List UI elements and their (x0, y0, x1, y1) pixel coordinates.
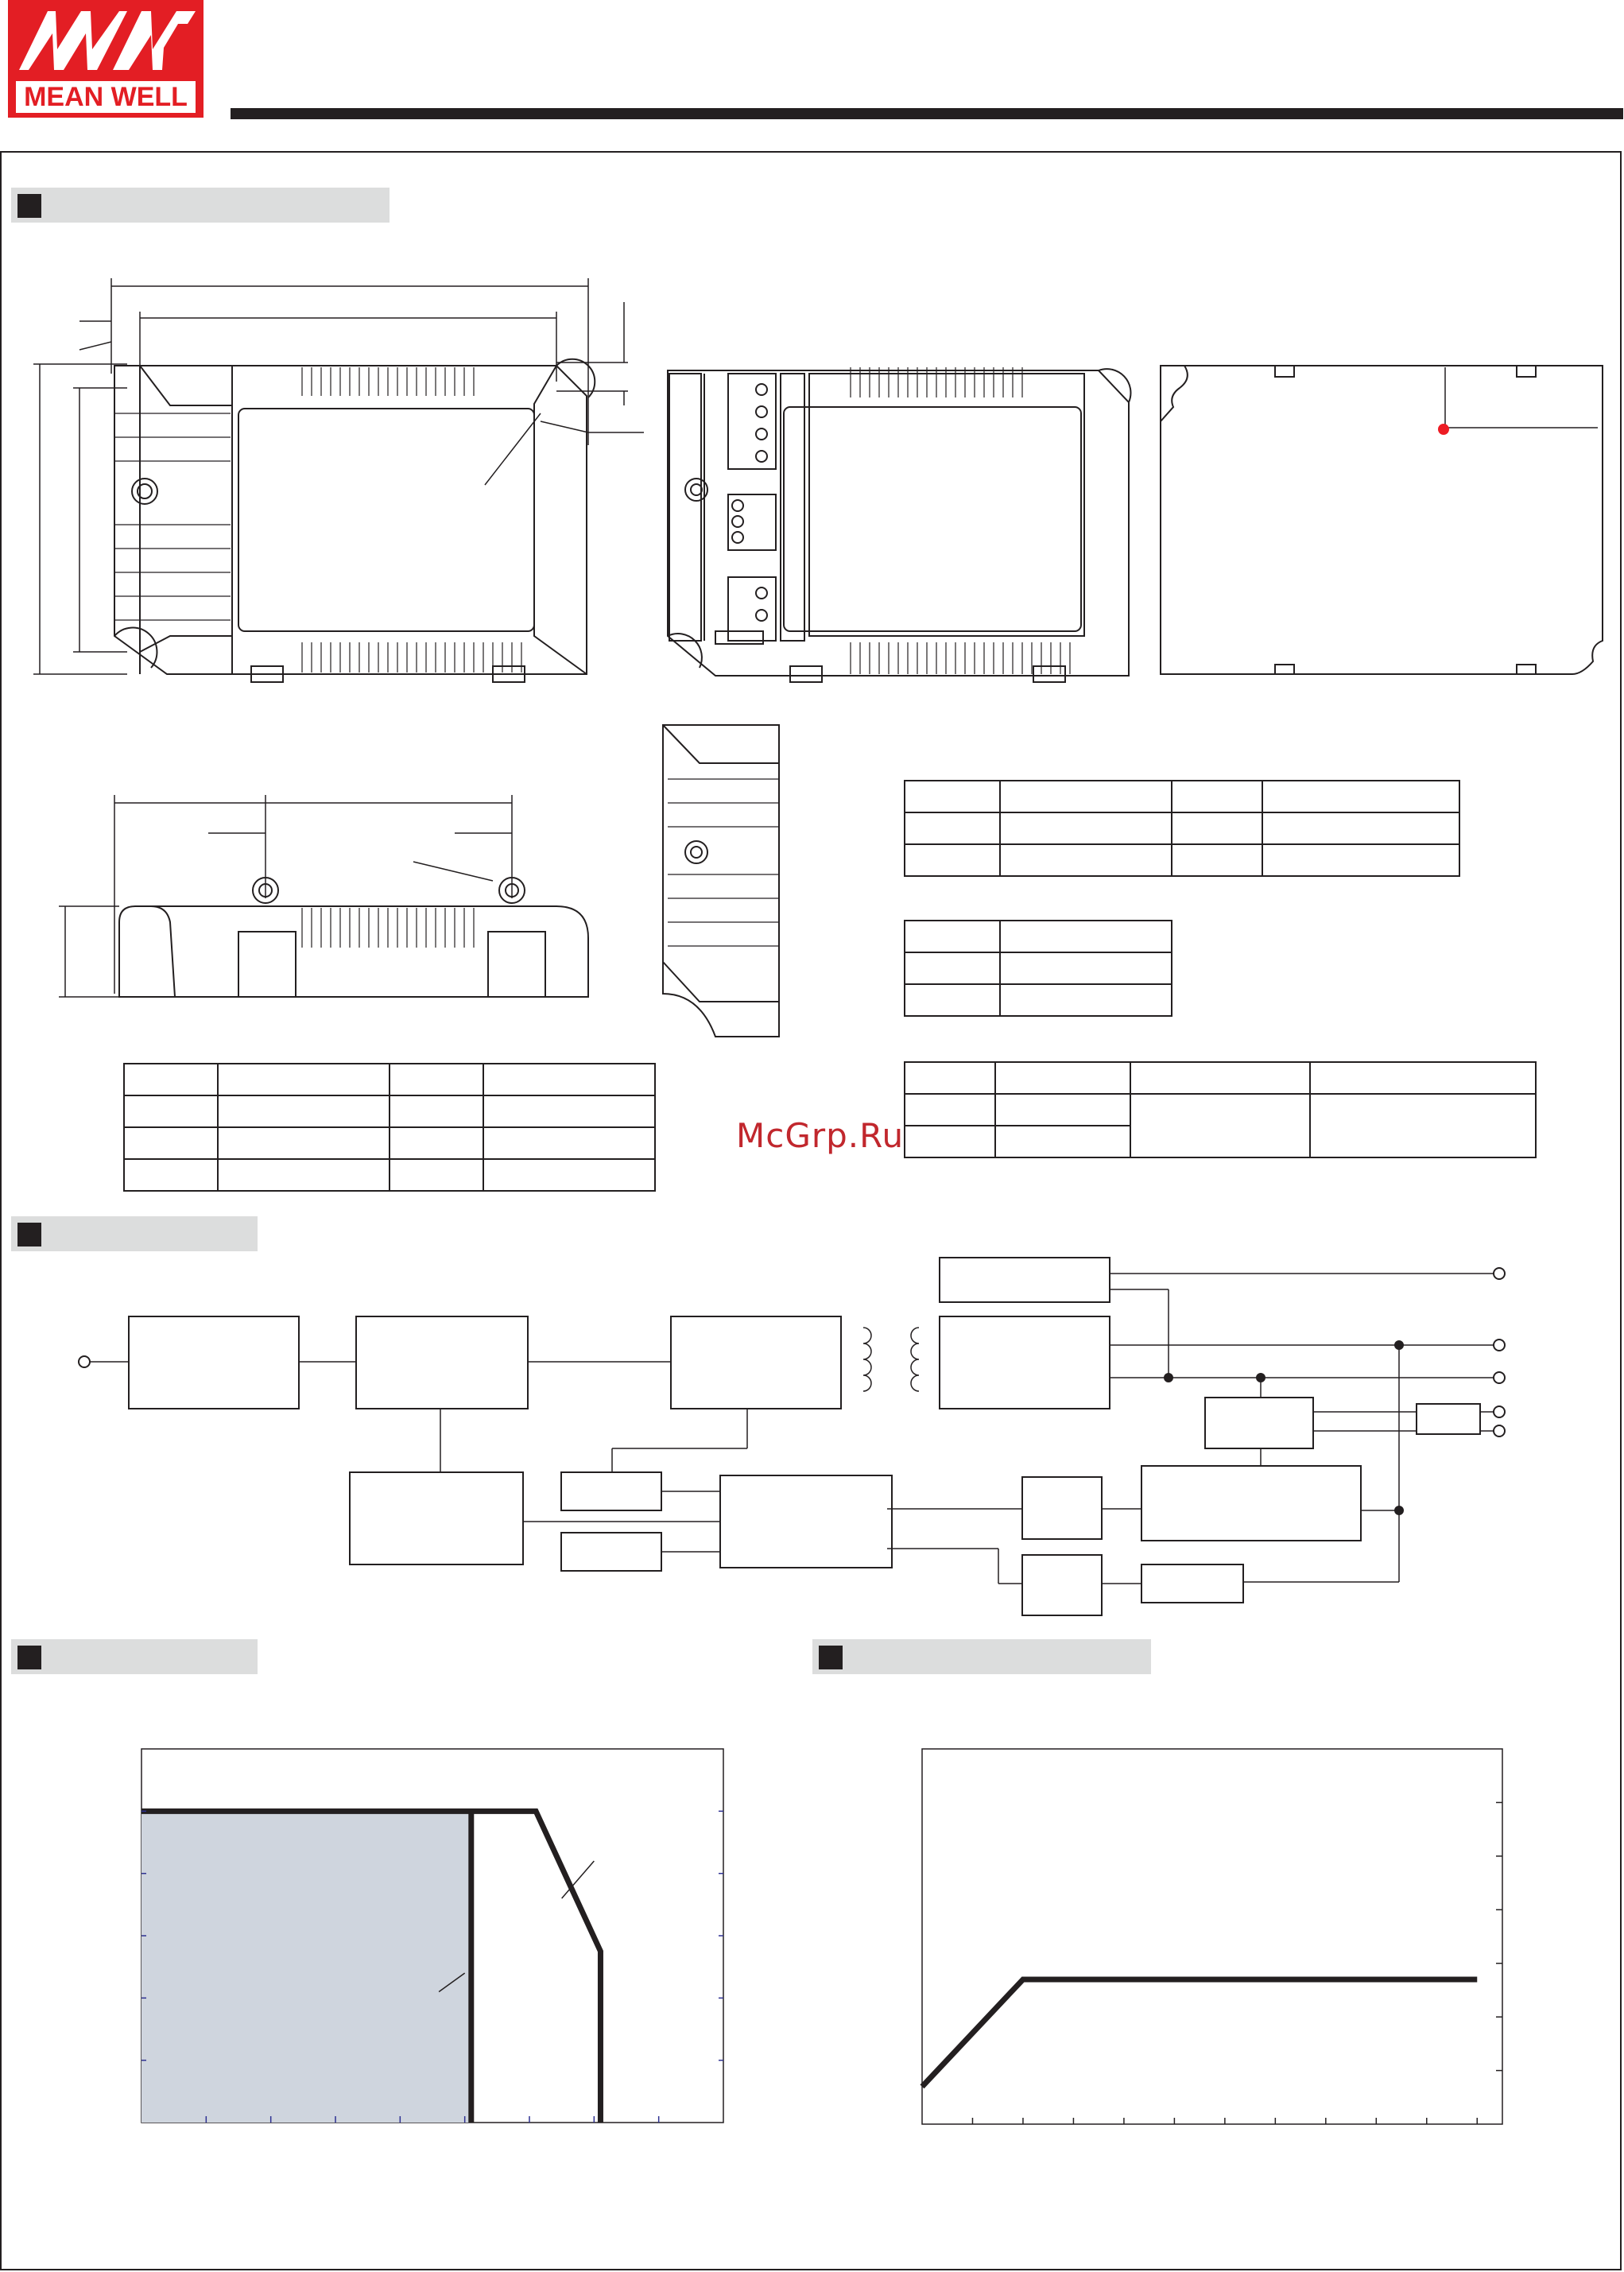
output-terminal-icon (1494, 1268, 1505, 1279)
block-dim-interface (1417, 1404, 1480, 1434)
block-auxiliary (940, 1258, 1110, 1302)
static-chart (0, 1741, 1624, 2130)
optocoupler-icon (1022, 1477, 1102, 1539)
side-view (59, 795, 588, 997)
section-marker-icon (819, 1646, 843, 1669)
terminal-table-3 (124, 1064, 655, 1191)
block-ovp (1141, 1564, 1243, 1603)
block-pfc (356, 1316, 528, 1409)
terminal-table-2 (905, 921, 1172, 1016)
output-terminal-icon (1494, 1425, 1505, 1436)
dimension-lines (33, 278, 644, 674)
brand-name: MEAN WELL (24, 81, 188, 112)
block-pfc-control (350, 1472, 523, 1564)
block-rectifier (940, 1316, 1110, 1409)
block-detection-circuit (1141, 1466, 1361, 1541)
end-view (663, 725, 779, 1037)
section-marker-icon (17, 1646, 41, 1669)
section-bar-static (812, 1639, 1151, 1674)
input-terminal-icon (79, 1356, 90, 1367)
block-power-switching (671, 1316, 841, 1409)
section-bar-derating (11, 1639, 258, 1674)
block-diagram (0, 1240, 1624, 1638)
bottom-view (1161, 366, 1603, 674)
optocoupler-icon (1022, 1555, 1102, 1615)
block-emi-filter (129, 1316, 299, 1409)
block-otp (561, 1533, 661, 1571)
watermark: McGrp.Ru (736, 1116, 905, 1155)
output-terminal-icon (1494, 1340, 1505, 1351)
output-terminal-icon (1494, 1372, 1505, 1383)
output-terminal-icon (1494, 1406, 1505, 1417)
top-view (114, 359, 595, 682)
terminal-table-1 (905, 781, 1459, 876)
terminal-view (668, 367, 1130, 682)
transformer-icon (863, 1328, 919, 1391)
block-ocp (561, 1472, 661, 1510)
block-dimming (1205, 1398, 1313, 1448)
measurement-point-dot (1438, 424, 1449, 435)
block-pwm-control (720, 1475, 892, 1568)
static-plot-frame (922, 1749, 1502, 2124)
terminal-table-4 (905, 1062, 1536, 1157)
static-curve-line (922, 1979, 1477, 2087)
